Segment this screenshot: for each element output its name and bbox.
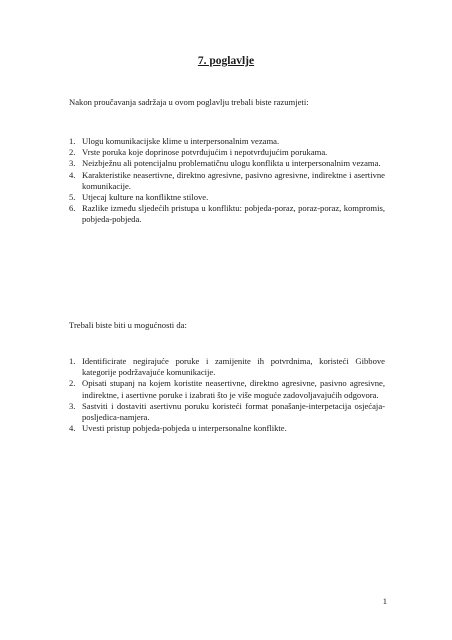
list-item <box>69 378 385 400</box>
list-item-number: 2. <box>69 378 76 389</box>
page-number: 1 <box>382 596 387 606</box>
list-item-text: Neizbježnu ali potencijalnu problematičnu ulogu konflikta u interpersonalnim vezama. <box>82 158 381 169</box>
list-item-number: 3. <box>69 158 76 169</box>
list-item-text: Sastviti i dostaviti asertivnu poruku koristeći format ponašanje-interpetacija osjećaja-posljedica-namjera. <box>82 400 385 423</box>
list-item-number: 1. <box>69 356 76 366</box>
list-item-number: 3. <box>69 400 76 411</box>
list-item <box>69 136 385 147</box>
list-item-number: 1. <box>69 136 76 146</box>
list-item-text: Uvesti pristup pobjeda-pobjeda u interpersonalne konflikte. <box>82 423 287 434</box>
understand-list <box>69 136 385 226</box>
list-item-text: Utjecaj kulture na konfliktne stilove. <box>82 192 209 203</box>
list-item-number: 2. <box>69 147 76 158</box>
list-item-text: Karakteristike neasertivne, direktno agresivne, pasivno agresivne, indirektne i asertivne komunikacije. <box>82 169 385 191</box>
list-item-text: Identificirate negirajuće poruke i zamijenite ih potvrdnima, koristeći Gibbove kategorije podržavajuće komunikacije. <box>82 356 385 378</box>
abilities-list <box>69 356 385 434</box>
list-item <box>69 158 385 169</box>
list-item <box>69 170 385 192</box>
list-item <box>69 203 385 225</box>
list-item-text: Razlike između sljedećih pristupa u konfliktu: pobjeda-poraz, poraz-poraz, kompromis, pobjeda-pobjeda. <box>82 203 385 225</box>
list-item-number: 5. <box>69 192 76 203</box>
list-item-number: 4. <box>69 423 76 434</box>
intro-paragraph: Nakon proučavanja sadržaja u ovom poglavlju trebali biste razumjeti: <box>69 97 309 107</box>
chapter-title: 7. poglavlje <box>197 55 255 67</box>
list-item <box>69 356 385 378</box>
list-item-text: Vrste poruka koje doprinose potvrđujućim i nepotvrđujućim porukama. <box>82 147 328 158</box>
list-item-text: Ulogu komunikacijske klime u interpersonalnim vezama. <box>82 136 280 146</box>
list-item <box>69 423 385 434</box>
list-item <box>69 401 385 423</box>
list-item-text: Opisati stupanj na kojem koristite neasertivne, direktno agresivne, pasivno agresivne, indirektne, i asertivne poruke i izabrati što je više moguće zadovoljavajućih odgovora. <box>82 378 385 400</box>
list-item <box>69 147 385 158</box>
abilities-intro-paragraph: Trebali biste biti u mogućnosti da: <box>69 320 187 330</box>
list-item <box>69 192 385 203</box>
list-item-number: 4. <box>69 169 76 180</box>
list-item-number: 6. <box>69 203 76 214</box>
